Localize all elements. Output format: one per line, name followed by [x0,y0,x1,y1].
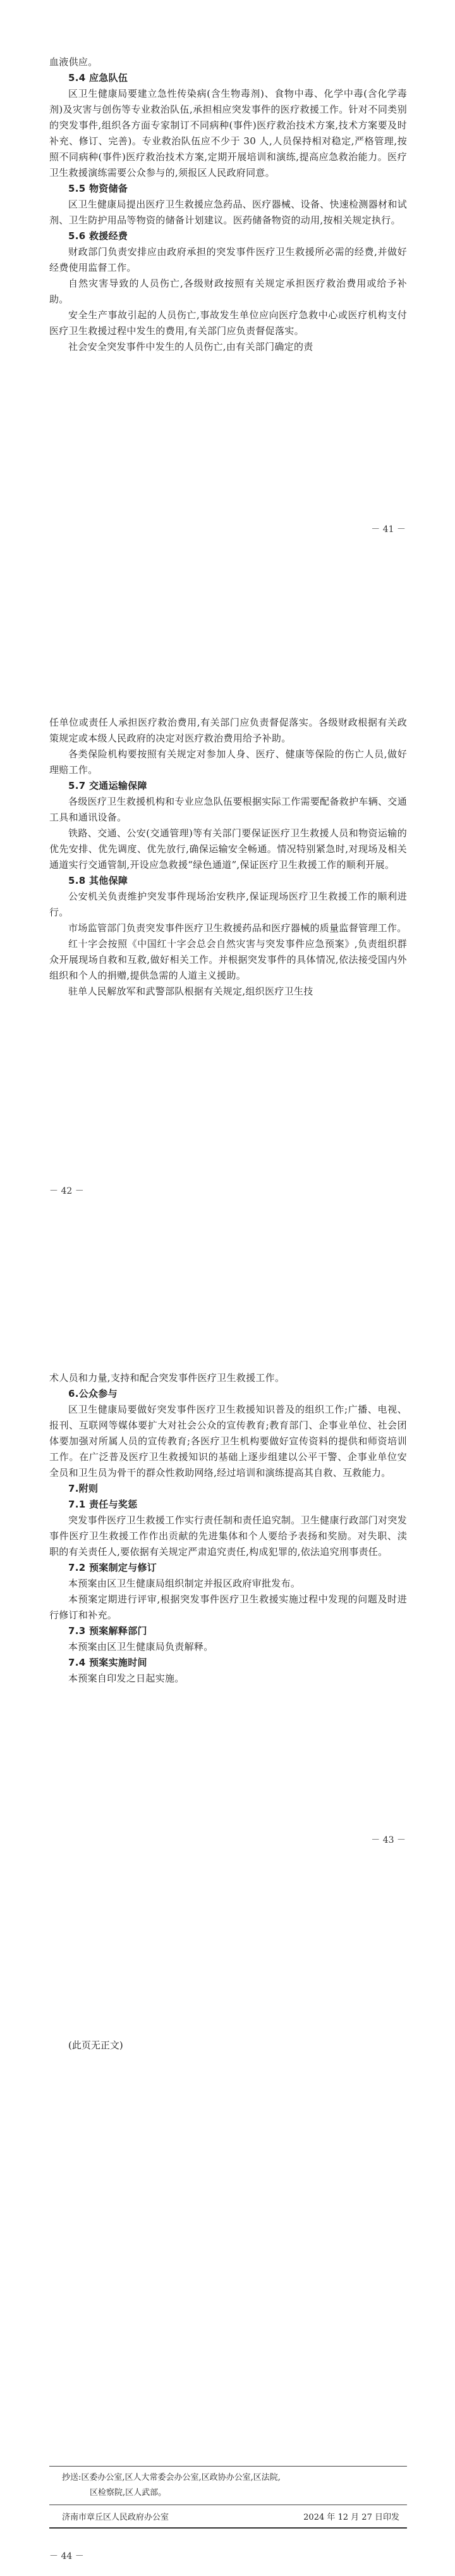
distribution-footer [49,2466,407,2529]
paragraph: 任单位或责任人承担医疗救治费用,有关部门应负责督促落实。各级财政根据有关政策规定或本级人民政府的决定对医疗救治费用给予补助。 [49,717,407,744]
paragraph: 本预案自印发之日起实施。 [68,1673,185,1684]
paragraph: 突发事件医疗卫生救援工作实行责任制和责任追究制。卫生健康行政部门对突发事件医疗卫生救援工作作出贡献的先进集体和个人要给予表扬和奖励。对失职、渎职的有关责任人,要依据有关规定严肃追究责任,构成犯罪的,依法追究刑事责任。 [49,1514,407,1557]
cc-line-2: 区检察院,区人武部。 [90,2488,167,2498]
blank-page-note: (此页无正文) [68,2040,123,2051]
page-41-body [49,54,407,355]
section-heading: 5.8 其他保障 [68,875,128,886]
page-42-body [49,715,407,1000]
paragraph: 区卫生健康局要做好突发事件医疗卫生救援知识普及的组织工作;广播、电视、报刊、互联网等媒体要扩大对社会公众的宣传教育;教育部门、企事业单位、社会团体要加强对所属人员的宣传教育;各医疗卫生机构要做好宣传资料的提供和师资培训工作。在广泛普及医疗卫生救援知识的基础上逐步组建以公平干警、企事业单位安全员和卫生员为骨干的群众性救助网络,经过培训和演练提高其自救、互救能力。 [49,1404,407,1478]
section-heading: 5.4 应急队伍 [68,72,128,84]
paragraph: 各级医疗卫生救援机构和专业应急队伍要根据实际工作需要配备救护车辆、交通工具和通讯设备。 [49,796,407,823]
issue-date: 2024 年 12 月 27 日印发 [303,2513,399,2522]
paragraph: 血液供应。 [49,56,98,68]
section-heading: 7.4 预案实施时间 [68,1657,147,1668]
issuer-name: 济南市章丘区人民政府办公室 [62,2513,169,2522]
paragraph: 本预案定期进行评审,根据突发事件医疗卫生救援实施过程中发现的问题及时进行修订和补充。 [49,1594,407,1621]
footer-divider [49,2527,407,2529]
paragraph: 术人员和力量,支持和配合突发事件医疗卫生救援工作。 [49,1372,285,1384]
page-number: － 43 － [371,1835,406,1845]
cc-list [49,2467,407,2501]
section-heading: 5.6 救援经费 [68,230,128,242]
paragraph: 红十字会按照《中国红十字会总会自然灾害与突发事件应急预案》,负责组织群众开展现场自救和互救,做好相关工作。并根据突发事件的具体情况,依法接受国内外组织和个人的捐赠,提供急需的人道主义援助。 [49,938,407,981]
paragraph: 自然灾害导致的人员伤亡,各级财政按照有关规定承担医疗救治费用或给予补助。 [49,278,407,305]
page-number: － 42 － [49,1186,84,1196]
paragraph: 各类保险机构要按照有关规定对参加人身、医疗、健康等保险的伤亡人员,做好理赔工作。 [49,748,407,776]
section-heading: 5.7 交通运输保障 [68,780,147,791]
page-43-body [49,1370,407,1687]
paragraph: 铁路、交通、公安(交通管理)等有关部门要保证医疗卫生救援人员和物资运输的优先安排、优先调度、优先放行,确保运输安全畅通。情况特别紧急时,对现场及相关通道实行交通管制,开设应急救援“绿色通道”,保证医疗卫生救援工作的顺利开展。 [49,827,407,870]
section-heading: 7.附则 [68,1483,99,1494]
section-heading: 7.2 预案制定与修订 [68,1562,157,1573]
paragraph: 本预案由区卫生健康局负责解释。 [68,1641,214,1652]
cc-line-1: 抄送:区委办公室,区人大常委会办公室,区政协办公室,区法院, [62,2473,281,2482]
paragraph: 驻单人民解放军和武警部队根据有关规定,组织医疗卫生技 [68,986,313,997]
page-number: － 44 － [49,2551,84,2561]
section-heading: 5.5 物资储备 [68,183,128,194]
section-heading: 6.公众参与 [68,1388,118,1399]
paragraph: 区卫生健康局要建立急性传染病(含生物毒剂)、食物中毒、化学中毒(含化学毒剂)及灾害与创伤等专业救治队伍,承担相应突发事件的医疗救援工作。针对不同类别的突发事件,组织各方面专家制订不同病种(事件)医疗救治技术方案,技术方案要及时补充、修订、完善)。专业救治队伍应不少于 30 人,人员保持相对稳定,严格管理,按照不同病种(事件)医疗救治技术方案,定期开展培训和演练,提高应急救治能力。医疗卫生救援演练需要公众参与的,须报区人民政府同意。 [49,88,407,178]
paragraph: 安全生产事故引起的人员伤亡,事故发生单位应向医疗急救中心或医疗机构支付医疗卫生救援过程中发生的费用,有关部门应负责督促落实。 [49,309,407,337]
paragraph: 市场监管部门负责突发事件医疗卫生救援药品和医疗器械的质量监督管理工作。 [68,922,407,934]
paragraph: 区卫生健康局提出医疗卫生救援应急药品、医疗器械、设备、快速检测器材和试剂、卫生防护用品等物资的储备计划建议。医药储备物资的动用,按相关规定执行。 [49,199,407,226]
paragraph: 本预案由区卫生健康局组织制定并报区政府审批发布。 [68,1578,301,1589]
paragraph: 财政部门负责安排应由政府承担的突发事件医疗卫生救援所必需的经费,并做好经费使用监督工作。 [49,246,407,273]
issuer-row [49,2505,407,2527]
page-number: － 41 － [371,524,406,535]
paragraph: 公安机关负责维护突发事件现场治安秩序,保证现场医疗卫生救援工作的顺利进行。 [49,891,407,918]
section-heading: 7.3 预案解释部门 [68,1625,147,1637]
section-heading: 7.1 责任与奖惩 [68,1499,138,1510]
paragraph: 社会安全突发事件中发生的人员伤亡,由有关部门确定的责 [68,341,313,352]
